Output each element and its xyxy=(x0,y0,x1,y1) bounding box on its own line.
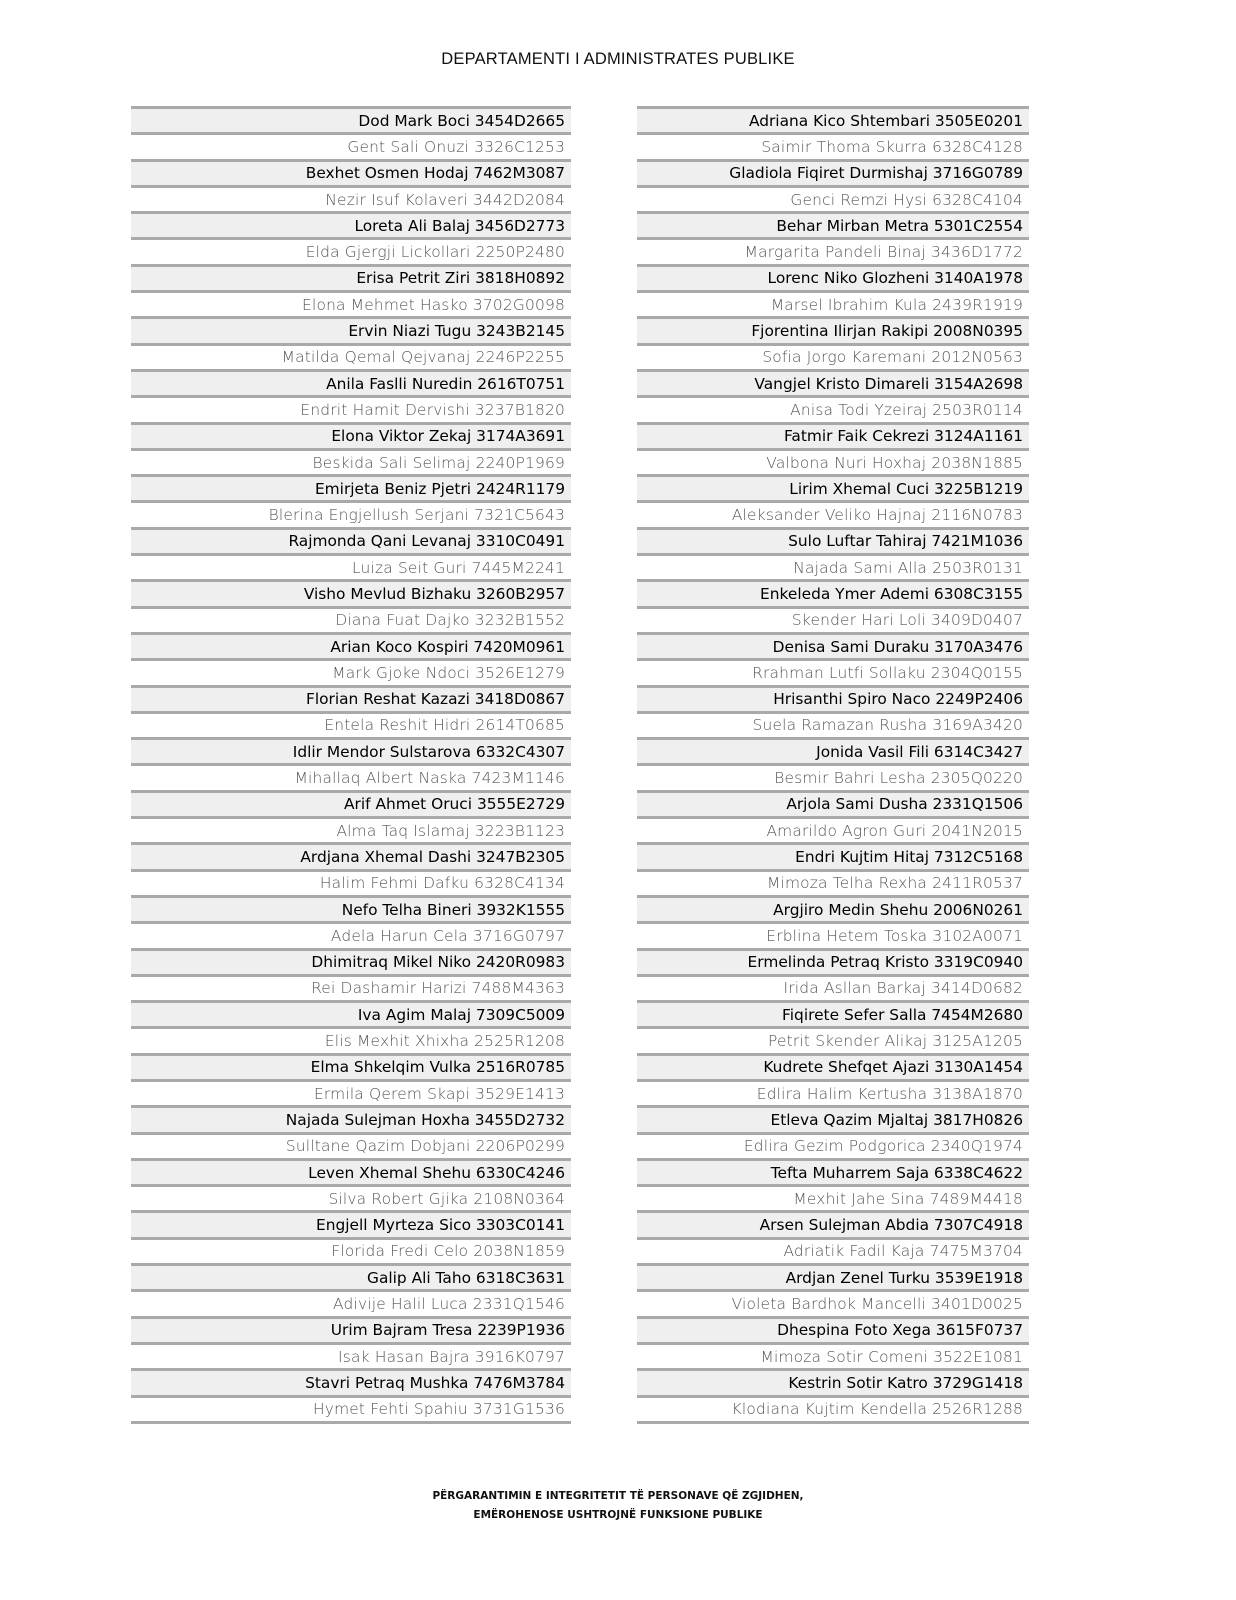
person-entry: Ermila Qerem Skapi 3529E1413 xyxy=(313,1084,565,1103)
person-entry: Galip Ali Taho 6318C3631 xyxy=(367,1268,565,1287)
person-entry: Adivije Halil Luca 2331Q1546 xyxy=(333,1295,565,1313)
person-entry: Silva Robert Gjika 2108N0364 xyxy=(328,1189,565,1208)
left-column-row xyxy=(131,842,571,868)
right-column-row xyxy=(637,606,1029,632)
left-column-row xyxy=(131,895,571,921)
person-entry: Ervin Niazi Tugu 3243B2145 xyxy=(348,322,565,341)
left-column-row xyxy=(131,658,571,684)
left-column-row xyxy=(131,1263,571,1289)
person-entry: Mexhit Jahe Sina 7489M4418 xyxy=(793,1189,1023,1208)
person-entry: Elona Mehmet Hasko 3702G0098 xyxy=(302,295,565,314)
right-column-row xyxy=(637,869,1029,895)
left-column-row xyxy=(131,869,571,895)
left-column-row xyxy=(131,1237,571,1263)
left-column-row xyxy=(131,579,571,605)
left-column-row xyxy=(131,369,571,395)
person-entry: Dhimitraq Mikel Niko 2420R0983 xyxy=(311,953,565,972)
person-entry: Dhespina Foto Xega 3615F0737 xyxy=(777,1321,1023,1340)
left-column-row xyxy=(131,974,571,1000)
person-entry: Ardjana Xhemal Dashi 3247B2305 xyxy=(300,847,565,866)
left-column-row xyxy=(131,264,571,290)
left-column-row xyxy=(131,790,571,816)
left-column-row xyxy=(131,1026,571,1052)
person-entry: Erblina Hetem Toska 3102A0071 xyxy=(766,926,1023,945)
person-entry: Najada Sami Alla 2503R0131 xyxy=(793,558,1023,577)
person-entry: Sofia Jorgo Karemani 2012N0563 xyxy=(762,348,1023,367)
right-column-row xyxy=(637,842,1029,868)
person-entry: Anisa Todi Yzeiraj 2503R0114 xyxy=(790,400,1023,419)
left-column-row xyxy=(131,395,571,421)
right-column-row xyxy=(637,632,1029,658)
right-column-row xyxy=(637,159,1029,185)
left-column-row xyxy=(131,606,571,632)
person-entry: Amarildo Agron Guri 2041N2015 xyxy=(766,821,1023,840)
left-column-row xyxy=(131,1184,571,1210)
person-entry: Rrahman Lutfi Sollaku 2304Q0155 xyxy=(752,663,1023,682)
person-entry: Florida Fredi Celo 2038N1859 xyxy=(331,1242,565,1261)
person-entry: Mihallaq Albert Naska 7423M1146 xyxy=(294,769,565,788)
left-column-row xyxy=(131,1395,571,1421)
right-column-row xyxy=(637,343,1029,369)
left-column-row xyxy=(131,1132,571,1158)
left-column-row xyxy=(131,1105,571,1131)
right-column-bottom-rule xyxy=(637,1421,1029,1424)
right-column-row xyxy=(637,1026,1029,1052)
left-column-row xyxy=(131,1342,571,1368)
person-entry: Leven Xhemal Shehu 6330C4246 xyxy=(308,1163,565,1182)
person-entry: Klodiana Kujtim Kendella 2526R1288 xyxy=(731,1400,1023,1419)
person-entry: Gladiola Fiqiret Durmishaj 3716G0789 xyxy=(729,164,1023,183)
person-entry: Fiqirete Sefer Salla 7454M2680 xyxy=(782,1005,1023,1024)
left-column-row xyxy=(131,132,571,158)
right-column-row xyxy=(637,1237,1029,1263)
person-entry: Ermelinda Petraq Kristo 3319C0940 xyxy=(747,953,1023,972)
footer-line-1: PËRGARANTIMIN E INTEGRITETIT TË PERSONAVE QË ZGJIDHEN, xyxy=(432,1490,804,1502)
person-entry: Nefo Telha Bineri 3932K1555 xyxy=(341,900,565,919)
person-entry: Endri Kujtim Hitaj 7312C5168 xyxy=(795,847,1023,866)
left-column-row xyxy=(131,1079,571,1105)
right-column-row xyxy=(637,816,1029,842)
person-entry: Isak Hasan Bajra 3916K0797 xyxy=(338,1347,565,1366)
person-entry: Kestrin Sotir Katro 3729G1418 xyxy=(788,1373,1023,1392)
person-entry: Skender Hari Loli 3409D0407 xyxy=(791,611,1023,630)
left-column-row xyxy=(131,1368,571,1394)
left-column-row xyxy=(131,237,571,263)
person-entry: Lorenc Niko Glozheni 3140A1978 xyxy=(767,269,1023,288)
person-entry: Nezir Isuf Kolaveri 3442D2084 xyxy=(325,190,565,209)
person-entry: Idlir Mendor Sulstarova 6332C4307 xyxy=(292,742,565,761)
person-entry: Suela Ramazan Rusha 3169A3420 xyxy=(752,716,1023,735)
person-entry: Margarita Pandeli Binaj 3436D1772 xyxy=(744,243,1023,262)
person-entry: Luiza Seit Guri 7445M2241 xyxy=(352,558,565,577)
person-entry: Loreta Ali Balaj 3456D2773 xyxy=(354,216,565,235)
right-column-row xyxy=(637,1263,1029,1289)
left-column-row xyxy=(131,1000,571,1026)
right-column-row xyxy=(637,106,1029,132)
person-entry: Denisa Sami Duraku 3170A3476 xyxy=(772,637,1023,656)
left-column-row xyxy=(131,211,571,237)
right-column-row xyxy=(637,921,1029,947)
right-column-row xyxy=(637,1368,1029,1394)
person-entry: Elona Viktor Zekaj 3174A3691 xyxy=(331,427,565,446)
person-entry: Argjiro Medin Shehu 2006N0261 xyxy=(773,900,1023,919)
person-entry: Elma Shkelqim Vulka 2516R0785 xyxy=(310,1058,565,1077)
right-column-row xyxy=(637,1210,1029,1236)
person-entry: Alma Taq Islamaj 3223B1123 xyxy=(336,821,565,840)
person-entry: Matilda Qemal Qejvanaj 2246P2255 xyxy=(281,348,565,367)
right-column-row xyxy=(637,974,1029,1000)
person-entry: Arif Ahmet Oruci 3555E2729 xyxy=(344,795,565,814)
person-entry: Elda Gjergji Lickollari 2250P2480 xyxy=(305,243,565,262)
person-entry: Fjorentina Ilirjan Rakipi 2008N0395 xyxy=(751,322,1023,341)
person-entry: Hrisanthi Spiro Naco 2249P2406 xyxy=(773,690,1023,709)
left-column-row xyxy=(131,1289,571,1315)
person-entry: Enkeleda Ymer Ademi 6308C3155 xyxy=(760,584,1023,603)
person-entry: Fatmir Faik Cekrezi 3124A1161 xyxy=(783,427,1023,446)
person-entry: Mimoza Telha Rexha 2411R0537 xyxy=(767,874,1023,893)
person-entry: Visho Mevlud Bizhaku 3260B2957 xyxy=(303,584,565,603)
right-column-row xyxy=(637,1053,1029,1079)
right-column-row xyxy=(637,237,1029,263)
right-column-row xyxy=(637,579,1029,605)
person-entry: Bexhet Osmen Hodaj 7462M3087 xyxy=(305,164,565,183)
right-column-row xyxy=(637,685,1029,711)
person-entry: Behar Mirban Metra 5301C2554 xyxy=(776,216,1023,235)
person-entry: Elis Mexhit Xhixha 2525R1208 xyxy=(324,1032,565,1051)
person-entry: Arian Koco Kospiri 7420M0961 xyxy=(330,637,565,656)
left-column-row xyxy=(131,948,571,974)
person-entry: Blerina Engjellush Serjani 7321C5643 xyxy=(268,506,565,525)
person-entry: Lirim Xhemal Cuci 3225B1219 xyxy=(789,479,1023,498)
right-column-row xyxy=(637,1132,1029,1158)
right-column-row xyxy=(637,527,1029,553)
right-column-row xyxy=(637,1000,1029,1026)
person-entry: Halim Fehmi Dafku 6328C4134 xyxy=(319,874,565,893)
person-entry: Anila Faslli Nuredin 2616T0751 xyxy=(326,374,565,393)
right-column-row xyxy=(637,395,1029,421)
right-column-row xyxy=(637,1316,1029,1342)
right-name-column xyxy=(637,106,1029,1424)
person-entry: Saimir Thoma Skurra 6328C4128 xyxy=(761,137,1023,156)
person-entry: Najada Sulejman Hoxha 3455D2732 xyxy=(285,1110,565,1129)
right-column-row xyxy=(637,790,1029,816)
right-column-row xyxy=(637,422,1029,448)
person-entry: Marsel Ibrahim Kula 2439R1919 xyxy=(770,295,1023,314)
left-column-row xyxy=(131,816,571,842)
person-entry: Adriana Kico Shtembari 3505E0201 xyxy=(748,111,1023,130)
person-entry: Florian Reshat Kazazi 3418D0867 xyxy=(305,690,565,709)
left-column-bottom-rule xyxy=(131,1421,571,1424)
right-column-row xyxy=(637,264,1029,290)
right-column-row xyxy=(637,1105,1029,1131)
person-entry: Mimoza Sotir Comeni 3522E1081 xyxy=(760,1347,1023,1366)
right-column-row xyxy=(637,474,1029,500)
page-title: DEPARTAMENTI I ADMINISTRATES PUBLIKE xyxy=(441,50,795,68)
person-entry: Entela Reshit Hidri 2614T0685 xyxy=(324,716,565,735)
person-entry: Beskida Sali Selimaj 2240P1969 xyxy=(312,453,565,472)
right-column-row xyxy=(637,763,1029,789)
right-column-row xyxy=(637,1342,1029,1368)
left-column-row xyxy=(131,527,571,553)
person-entry: Diana Fuat Dajko 3232B1552 xyxy=(335,611,565,630)
person-entry: Hymet Fehti Spahiu 3731G1536 xyxy=(312,1400,565,1419)
right-column-row xyxy=(637,948,1029,974)
person-entry: Edlira Gezim Podgorica 2340Q1974 xyxy=(743,1137,1023,1156)
left-column-row xyxy=(131,1053,571,1079)
right-column-row xyxy=(637,316,1029,342)
person-entry: Stavri Petraq Mushka 7476M3784 xyxy=(305,1373,565,1392)
left-column-row xyxy=(131,422,571,448)
person-entry: Valbona Nuri Hoxhaj 2038N1885 xyxy=(766,453,1023,472)
right-column-row xyxy=(637,1289,1029,1315)
left-column-row xyxy=(131,685,571,711)
person-entry: Rajmonda Qani Levanaj 3310C0491 xyxy=(288,532,565,551)
right-column-row xyxy=(637,448,1029,474)
person-entry: Vangjel Kristo Dimareli 3154A2698 xyxy=(754,374,1023,393)
person-entry: Gent Sali Onuzi 3326C1253 xyxy=(347,137,565,156)
left-column-row xyxy=(131,1316,571,1342)
person-entry: Mark Gjoke Ndoci 3526E1279 xyxy=(332,663,565,682)
person-entry: Genci Remzi Hysi 6328C4104 xyxy=(790,190,1023,209)
person-entry: Sulo Luftar Tahiraj 7421M1036 xyxy=(788,532,1023,551)
left-column-row xyxy=(131,343,571,369)
left-column-row xyxy=(131,448,571,474)
right-column-row xyxy=(637,500,1029,526)
left-column-row xyxy=(131,737,571,763)
left-column-row xyxy=(131,711,571,737)
left-column-row xyxy=(131,474,571,500)
right-column-row xyxy=(637,290,1029,316)
person-entry: Besmir Bahri Lesha 2305Q0220 xyxy=(774,769,1023,788)
left-column-row xyxy=(131,553,571,579)
right-column-row xyxy=(637,1395,1029,1421)
right-column-row xyxy=(637,737,1029,763)
person-entry: Petrit Skender Alikaj 3125A1205 xyxy=(768,1032,1023,1051)
person-entry: Engjell Myrteza Sico 3303C0141 xyxy=(316,1216,565,1235)
person-entry: Iva Agim Malaj 7309C5009 xyxy=(357,1005,565,1024)
left-column-row xyxy=(131,921,571,947)
left-column-row xyxy=(131,500,571,526)
person-entry: Arjola Sami Dusha 2331Q1506 xyxy=(786,795,1023,814)
person-entry: Aleksander Veliko Hajnaj 2116N0783 xyxy=(731,506,1023,525)
person-entry: Irida Asllan Barkaj 3414D0682 xyxy=(783,979,1023,998)
person-entry: Rei Dashamir Harizi 7488M4363 xyxy=(311,979,565,998)
right-column-row xyxy=(637,1158,1029,1184)
person-entry: Arsen Sulejman Abdia 7307C4918 xyxy=(759,1216,1023,1235)
left-column-row xyxy=(131,1210,571,1236)
left-column-row xyxy=(131,316,571,342)
left-column-row xyxy=(131,106,571,132)
left-column-row xyxy=(131,185,571,211)
person-entry: Adriatik Fadil Kaja 7475M3704 xyxy=(783,1242,1023,1261)
left-column-row xyxy=(131,290,571,316)
person-entry: Jonida Vasil Fili 6314C3427 xyxy=(816,742,1023,761)
right-column-row xyxy=(637,658,1029,684)
person-entry: Sulltane Qazim Dobjani 2206P0299 xyxy=(285,1137,565,1156)
person-entry: Edlira Halim Kertusha 3138A1870 xyxy=(756,1084,1023,1103)
person-entry: Tefta Muharrem Saja 6338C4622 xyxy=(770,1163,1023,1182)
right-column-row xyxy=(637,1184,1029,1210)
footer-line-2: EMËROHENOSE USHTROJNË FUNKSIONE PUBLIKE xyxy=(473,1509,763,1521)
person-entry: Endrit Hamit Dervishi 3237B1820 xyxy=(300,400,565,419)
right-column-row xyxy=(637,711,1029,737)
left-column-row xyxy=(131,763,571,789)
right-column-row xyxy=(637,1079,1029,1105)
left-column-row xyxy=(131,159,571,185)
right-column-row xyxy=(637,185,1029,211)
right-column-row xyxy=(637,211,1029,237)
left-column-row xyxy=(131,632,571,658)
footer xyxy=(0,1487,1236,1525)
person-entry: Violeta Bardhok Mancelli 3401D0025 xyxy=(731,1295,1023,1313)
person-entry: Emirjeta Beniz Pjetri 2424R1179 xyxy=(314,479,565,498)
person-entry: Kudrete Shefqet Ajazi 3130A1454 xyxy=(763,1058,1023,1077)
person-entry: Etleva Qazim Mjaltaj 3817H0826 xyxy=(770,1110,1023,1129)
right-column-row xyxy=(637,369,1029,395)
person-entry: Ardjan Zenel Turku 3539E1918 xyxy=(785,1268,1023,1287)
right-column-row xyxy=(637,895,1029,921)
person-entry: Urim Bajram Tresa 2239P1936 xyxy=(330,1321,565,1340)
left-name-column xyxy=(131,106,571,1424)
left-column-row xyxy=(131,1158,571,1184)
right-column-row xyxy=(637,553,1029,579)
person-entry: Dod Mark Boci 3454D2665 xyxy=(358,111,565,130)
person-entry: Adela Harun Cela 3716G0797 xyxy=(330,926,565,945)
right-column-row xyxy=(637,132,1029,158)
person-entry: Erisa Petrit Ziri 3818H0892 xyxy=(356,269,565,288)
